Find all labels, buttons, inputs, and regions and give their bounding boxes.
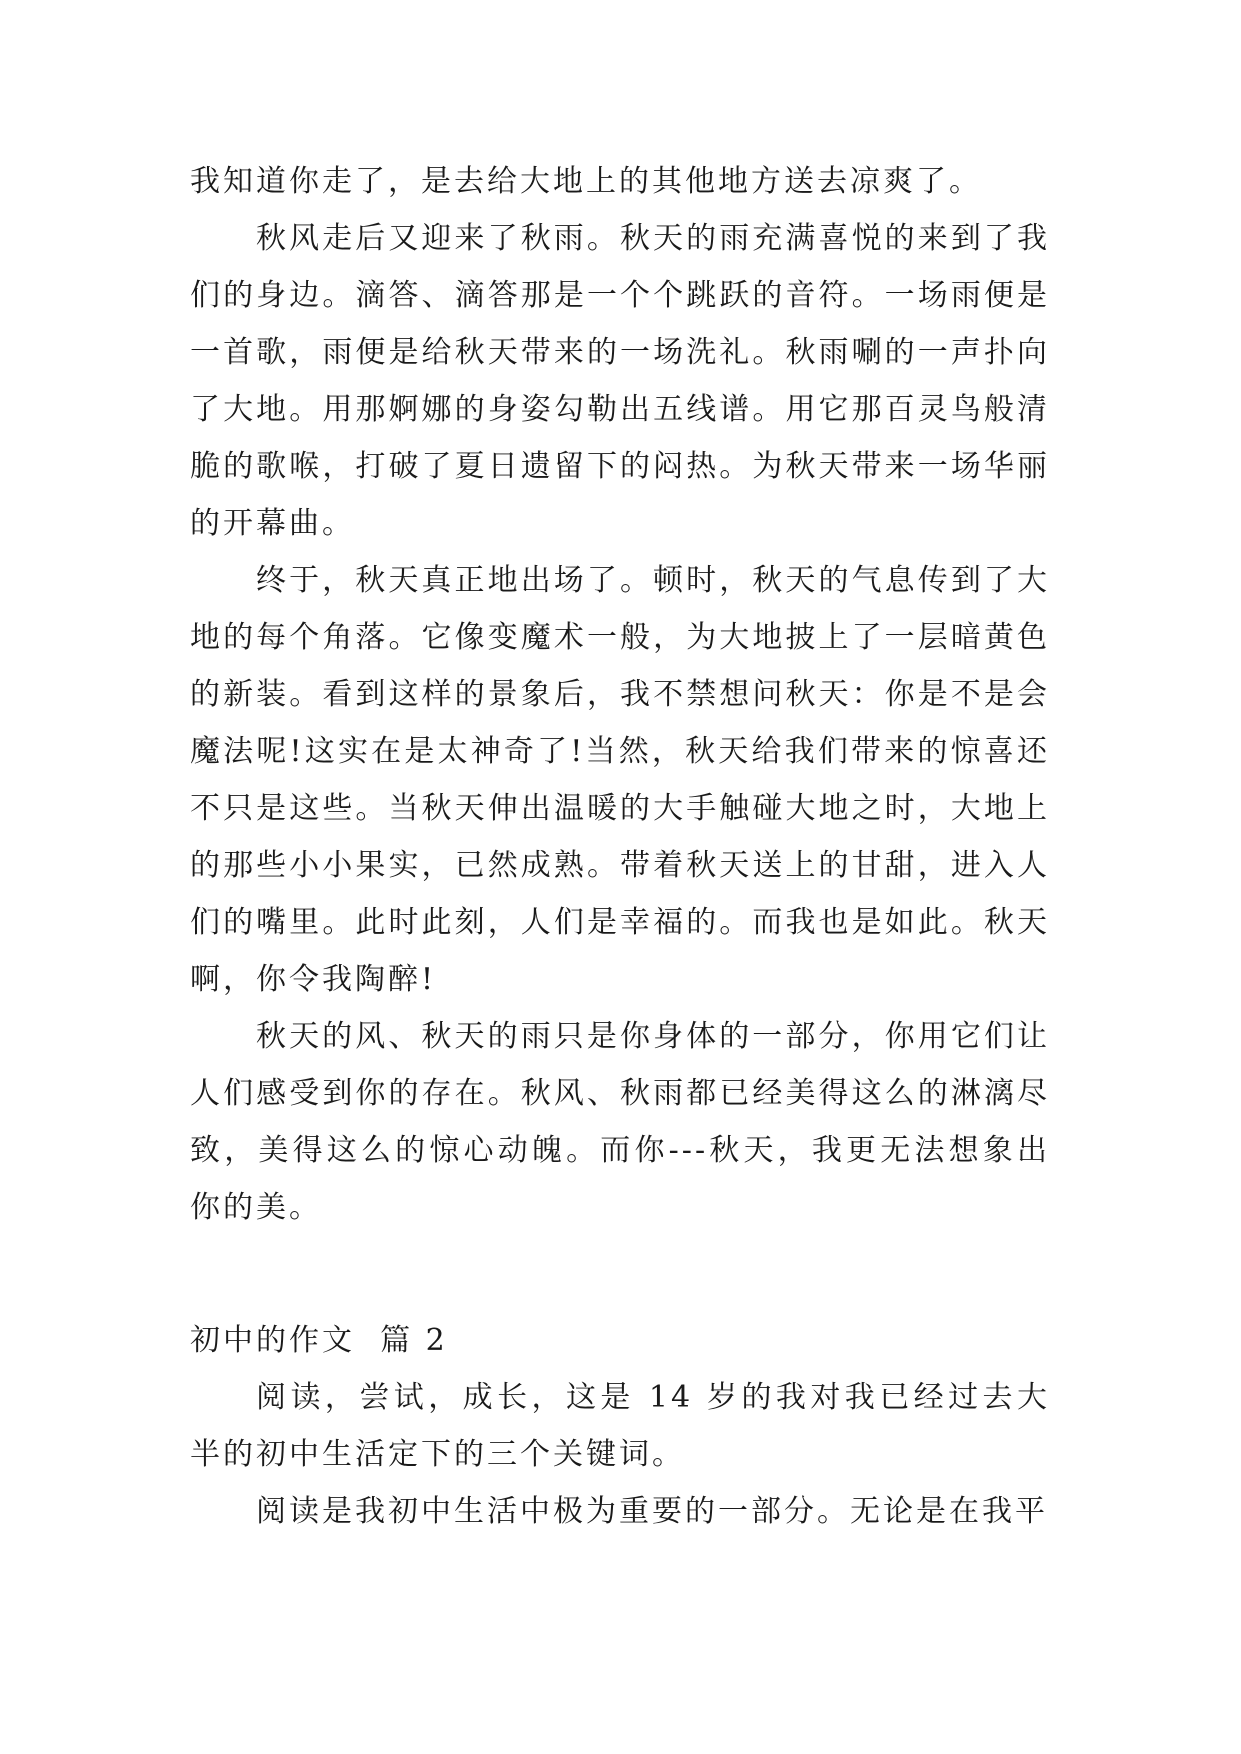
paragraph-continued: 我知道你走了，是去给大地上的其他地方送去凉爽了。 (190, 164, 982, 199)
paragraph-autumn-rain: 秋风走后又迎来了秋雨。秋天的雨充满喜悦的来到了我们的身边。滴答、滴答那是一个个跳跃的音符。一场雨便是一首歌，雨便是给秋天带来的一场洗礼。秋雨唰的一声扑向了大地。用那婀娜的身姿勾勒出五线谱。用它那百灵鸟般清脆的歌喉，打破了夏日遗留下的闷热。为秋天带来一场华丽的开幕曲。 (190, 221, 1050, 541)
paragraph-autumn-arrives: 终于，秋天真正地出场了。顿时，秋天的气息传到了大地的每个角落。它像变魔术一般，为大地披上了一层暗黄色的新装。看到这样的景象后，我不禁想问秋天：你是不是会魔法呢!这实在是太神奇了!当然，秋天给我们带来的惊喜还不只是这些。当秋天伸出温暖的大手触碰大地之时，大地上的那些小小果实，已然成熟。带着秋天送上的甘甜，进入人们的嘴里。此时此刻，人们是幸福的。而我也是如此。秋天啊，你令我陶醉! (190, 563, 1050, 997)
essay-section-2 (190, 1312, 1050, 1540)
paragraph-autumn-beauty: 秋天的风、秋天的雨只是你身体的一部分，你用它们让人们感受到你的存在。秋风、秋雨都已经美得这么的淋漓尽致，美得这么的惊心动魄。而你---秋天，我更无法想象出你的美。 (190, 1019, 1050, 1225)
essay-heading: 初中的作文 篇 2 (190, 1323, 448, 1358)
paragraph-reading: 阅读是我初中生活中极为重要的一部分。无论是在我平 (256, 1494, 1048, 1529)
essay-section-1 (190, 153, 1050, 1236)
paragraph-keywords: 阅读，尝试，成长，这是 14 岁的我对我已经过去大半的初中生活定下的三个关键词。 (190, 1380, 1050, 1472)
